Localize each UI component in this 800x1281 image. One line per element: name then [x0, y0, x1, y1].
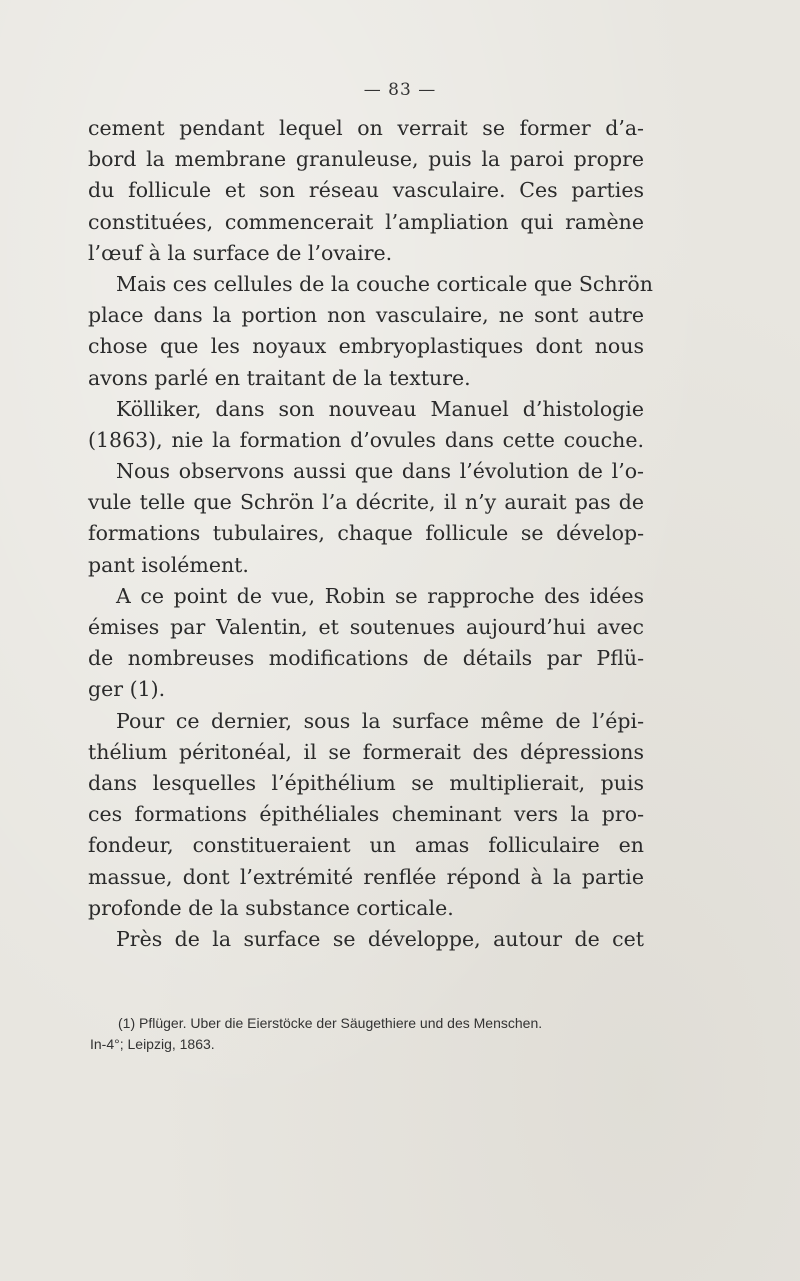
text-line: avons parlé en traitant de la texture.	[88, 365, 471, 390]
text-line: fondeur, constitueraient un amas folliculaire en	[88, 833, 644, 858]
text-line: (1863), nie la formation d’ovules dans cette couche.	[88, 427, 644, 452]
text-line: de nombreuses modifications de détails par Pflü-	[88, 646, 644, 671]
text-line: du follicule et son réseau vasculaire. Ces parties	[88, 178, 644, 203]
text-line: A ce point de vue, Robin se rapproche des idées	[116, 583, 644, 608]
text-line: formations tubulaires, chaque follicule se dévelop-	[88, 521, 644, 546]
text-line: place dans la portion non vasculaire, ne sont autre	[88, 303, 644, 328]
text-line: pant isolément.	[88, 552, 249, 577]
text-line: Kölliker, dans son nouveau Manuel d’histologie	[116, 396, 644, 421]
text-line: massue, dont l’extrémité renflée répond à la partie	[88, 864, 644, 889]
text-line: profonde de la substance corticale.	[88, 895, 454, 920]
text-line: bord la membrane granuleuse, puis la paroi propre	[88, 147, 644, 172]
text-line: constituées, commencerait l’ampliation qui ramène	[88, 209, 644, 234]
body-text	[88, 113, 653, 955]
paragraph	[88, 269, 653, 394]
text-line: dans lesquelles l’épithélium se multiplierait, puis	[88, 770, 644, 795]
paragraph	[88, 581, 644, 706]
footnote-line: In-4°; Leipzig, 1863.	[90, 1036, 215, 1052]
text-line: émises par Valentin, et soutenues aujourd’hui avec	[88, 615, 644, 639]
text-line: l’œuf à la surface de l’ovaire.	[88, 240, 393, 265]
text-line: Nous observons aussi que dans l’évolution de l’o-	[116, 459, 644, 484]
text-line: thélium péritonéal, il se formerait des dépressions	[88, 739, 644, 764]
text-line: ces formations épithéliales cheminant vers la pro-	[88, 802, 644, 827]
footnote-line: (1) Pflüger. Uber die Eierstöcke der Säugethiere und des Menschen.	[118, 1015, 543, 1031]
paragraph	[88, 706, 644, 924]
paragraph	[88, 456, 644, 581]
text-line: Pour ce dernier, sous la surface même de l’épi-	[116, 708, 644, 733]
text-line: cement pendant lequel on verrait se former d’a-	[88, 116, 644, 140]
paragraph	[88, 113, 644, 269]
paragraph	[88, 924, 644, 955]
paragraph	[88, 394, 644, 456]
text-line: Mais ces cellules de la couche corticale que Schrön	[116, 271, 653, 296]
text-line: chose que les noyaux embryoplastiques dont nous	[88, 334, 644, 359]
page-number: — 83 —	[363, 80, 437, 100]
text-line: Près de la surface se développe, autour de cet	[116, 926, 644, 951]
footnote	[90, 1013, 642, 1055]
text-line: ger (1).	[88, 677, 166, 702]
text-line: vule telle que Schrön l’a décrite, il n’y aurait pas de	[88, 490, 644, 515]
